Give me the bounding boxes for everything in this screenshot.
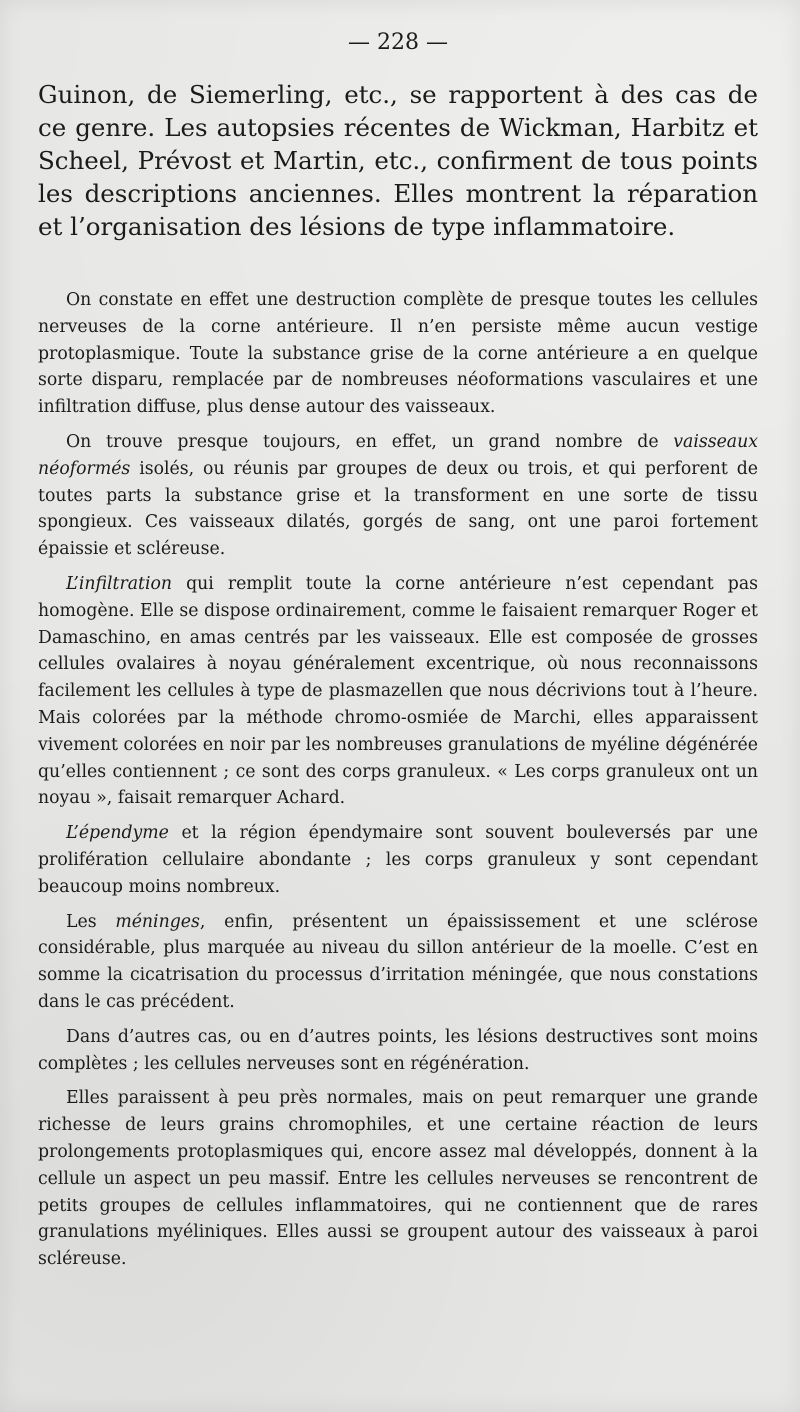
body-paragraph [38, 287, 758, 421]
text-run: qui remplit toute la corne antérieure n’est cependant pas homogène. Elle se dispose ordinairement, comme le faisaient remarquer Roger et Damaschino, en amas centrés par les vaisseaux. Elle est composée de grosses cellules ovalaires à noyau généralement excentrique, où nous reconnaissons facilement les cellules à type de plasmazellen que nous décrivions tout à l’heure. Mais colorées par la méthode chromo-osmiée de Marchi, elles apparaissent vivement colorées en noir par les nombreuses granulations de myéline dégénérée qu’elles contiennent ; ce sont des corps granuleux. « Les corps granuleux ont un noyau », faisait remarquer Achard. [38, 573, 758, 809]
text-run: Elles paraissent à peu près normales, mais on peut remarquer une grande richesse de leurs grains chromophiles, et une certaine réaction de leurs prolongements protoplasmiques qui, encore assez mal développés, donnent à la cellule un aspect un peu massif. Entre les cellules nerveuses se rencontrent de petits groupes de cellules inflammatoires, qui ne contiennent que de rares granulations myéliniques. Elles aussi se groupent autour des vaisseaux à paroi scléreuse. [38, 1088, 758, 1270]
body-paragraph [38, 429, 758, 563]
italic-text: méninges [115, 911, 200, 932]
body-paragraph [38, 1024, 758, 1078]
body-paragraph [38, 1085, 758, 1273]
lead-paragraph: Guinon, de Siemerling, etc., se rapportent à des cas de ce genre. Les autopsies récentes de Wickman, Harbitz et Scheel, Prévost et Martin, etc., confirment de tous points les descriptions anciennes. Elles montrent la réparation et l’organisation des lésions de type inflammatoire. [38, 80, 758, 241]
body-paragraph [38, 909, 758, 1016]
text-run: On constate en effet une destruction complète de presque toutes les cellules nerveuses de la corne antérieure. Il n’en persiste même aucun vestige protoplasmique. Toute la substance grise de la corne antérieure a en quelque sorte disparu, remplacée par de nombreuses néoformations vasculaires et une infiltration diffuse, plus dense autour des vaisseaux. [38, 290, 758, 418]
body-paragraph [38, 820, 758, 900]
page-number: — 228 — [348, 30, 448, 55]
text-run: isolés, ou réunis par groupes de deux ou trois, et qui perforent de toutes parts la substance grise et la transforment en une sorte de tissu spongieux. Ces vaisseaux dilatés, gorgés de sang, ont une paroi fortement épaissie et scléreuse. [38, 458, 758, 560]
text-run: Dans d’autres cas, ou en d’autres points, les lésions destructives sont moins complètes ; les cellules nerveuses sont en régénération. [38, 1026, 758, 1074]
body-text [38, 287, 758, 1273]
italic-text: L’infiltration [66, 573, 173, 594]
text-run: Les [66, 911, 116, 932]
italic-text: vaisseaux néoformés [38, 431, 758, 479]
text-run: et la région épendymaire sont souvent bouleversés par une prolifération cellulaire abondante ; les corps granuleux y sont cependant beaucoup moins nombreux. [38, 823, 758, 897]
text-run: , enfin, présentent un épaississement et une sclérose considérable, plus marquée au niveau du sillon antérieur de la moelle. C’est en somme la cicatrisation du processus d’irritation méningée, que nous constations dans le cas précédent. [38, 911, 758, 1012]
text-run: On trouve presque toujours, en effet, un grand nombre de [66, 431, 674, 452]
body-paragraph [38, 571, 758, 812]
italic-text: L’épendyme [66, 823, 169, 844]
